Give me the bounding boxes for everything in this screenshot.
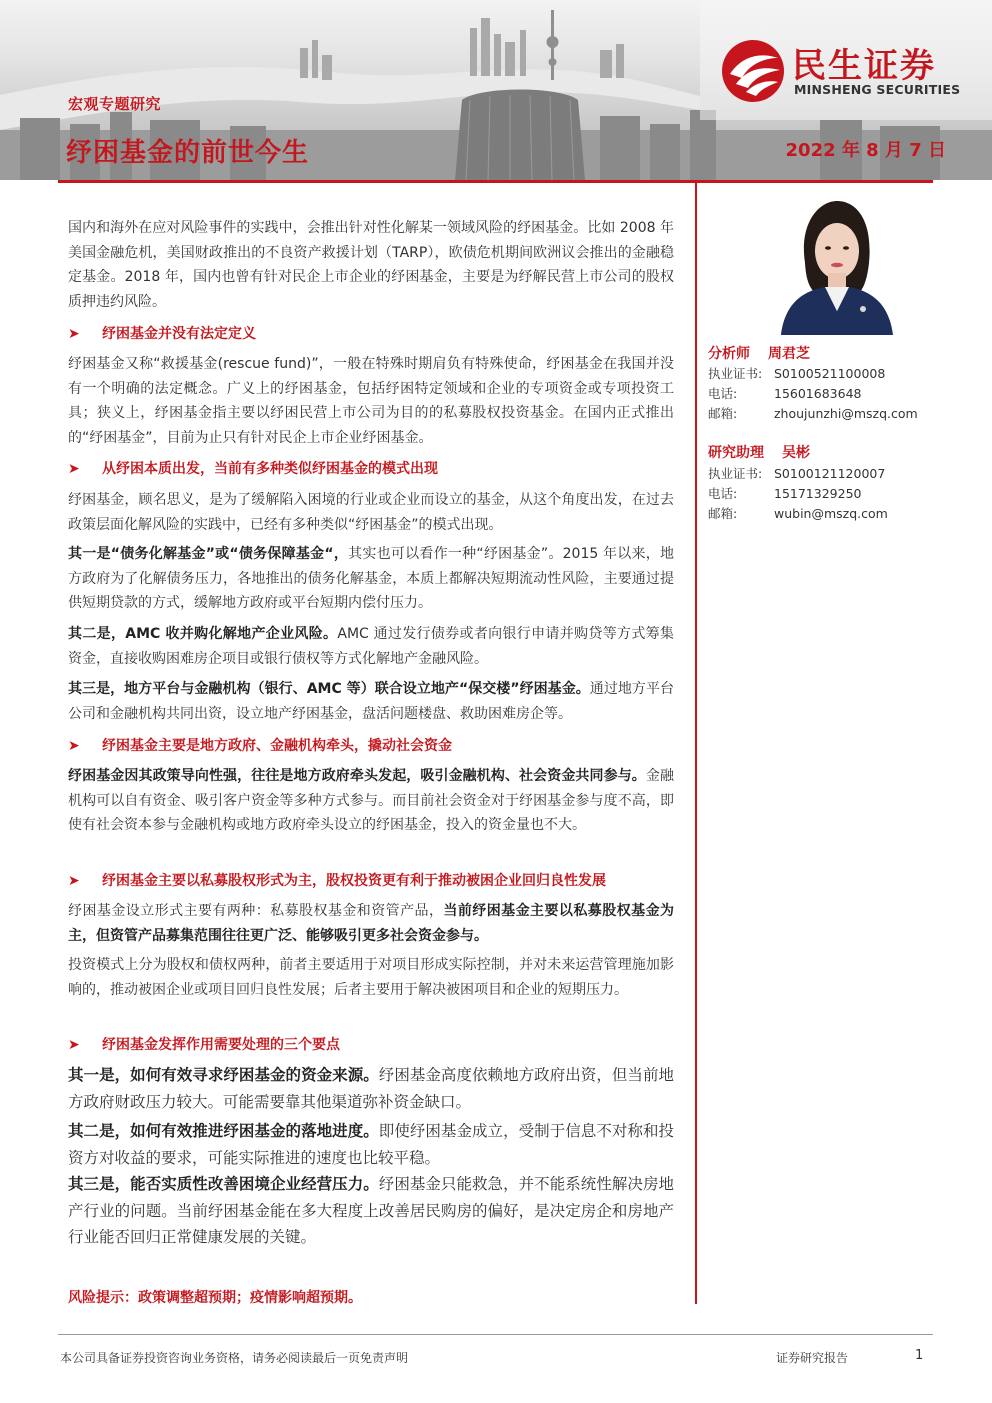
analyst-1-phone (708, 384, 861, 402)
email-value[interactable]: wubin@mszq.com (774, 506, 888, 521)
bold-lead: 其二是，如何有效推进纾困基金的落地进度。 (68, 1122, 379, 1140)
intro-paragraph: 国内和海外在应对风险事件的实践中，会推出针对性化解某一领域风险的纾困基金。比如 2008 年美国金融危机，美国财政推出的不良资产救援计划（TARP），欧债危机期间欧洲议会推出的金融稳定基金。2018 年，国内也曾有针对民企上市企业的纾困基金，主要是为纾解民营上市公司的股权质押违约风险。 (68, 220, 674, 310)
header-banner (0, 0, 992, 180)
cert-value: S0100521100008 (774, 366, 886, 381)
paragraph-text: 金融机构可以自有资金、吸引客户资金等多种方式参与。而目前社会资金对于纾困基金参与度不高，即使有社会资本参与金融机构或地方政府牵头设立的纾困基金，投入的资金量也不大。 (68, 768, 675, 833)
paragraph-text: 通过地方平台公司和金融机构共同出资，设立地产纾困基金，盘活问题楼盘、救助困难房企等。 (68, 681, 675, 722)
page-number: 1 (915, 1348, 924, 1363)
footer-disclaimer: 本公司具备证券投资咨询业务资格，请务必阅读最后一页免责声明 (60, 1351, 409, 1365)
report-date: 2022 年 8 月 7 日 (785, 140, 946, 161)
logo-chinese-text: 民生证券 (792, 46, 936, 86)
section-heading-text: 纾困基金主要是地方政府、金融机构牵头，撬动社会资金 (102, 738, 452, 754)
report-title: 纾困基金的前世今生 (66, 138, 310, 168)
section-2-paragraph-2 (68, 542, 674, 616)
section-arrow-icon: ➤ (68, 738, 80, 754)
section-3-paragraph (68, 764, 674, 838)
paragraph-text: 即使纾困基金成立，受制于信息不对称和投资方对收益的要求，可能实际推进的速度也比较平稳。 (68, 1122, 674, 1167)
footer-report-kind: 证券研究报告 (776, 1351, 849, 1365)
bold-lead: 其三是，能否实质性改善困境企业经营压力。 (68, 1175, 379, 1193)
section-heading-text: 纾困基金并没有法定定义 (102, 326, 256, 342)
section-heading-text: 从纾困本质出发，当前有多种类似纾困基金的模式出现 (102, 461, 438, 477)
analyst-1-cert (708, 364, 885, 382)
phone-label: 电话: (708, 486, 738, 501)
phone-value: 15171329250 (774, 486, 862, 501)
bold-lead: 其一是，如何有效寻求纾困基金的资金来源。 (68, 1066, 379, 1084)
risk-warning (68, 1287, 362, 1307)
phone-value: 15601683648 (774, 386, 862, 401)
email-label: 邮箱: (708, 506, 738, 521)
section-heading-text: 纾困基金主要以私募股权形式为主，股权投资更有利于推动被困企业回归良性发展 (102, 873, 606, 889)
bold-lead: 其二是，AMC 收并购化解地产企业风险。 (68, 626, 338, 642)
section-arrow-icon: ➤ (68, 461, 80, 477)
section-heading-5 (68, 1035, 678, 1055)
section-heading-2 (68, 459, 678, 479)
analyst-photo (775, 193, 897, 335)
minsheng-logo (720, 38, 970, 104)
analyst-name: 吴彬 (782, 445, 810, 461)
logo-english-text: MINSHENG SECURITIES (794, 82, 961, 97)
minsheng-logo-icon (720, 38, 788, 104)
sidebar-divider (695, 180, 697, 1304)
paragraph-text: AMC 通过发行债券或者向银行申请并购贷等方式筹集资金，直接收购困难房企项目或银行债权等方式化解地产金融风险。 (68, 626, 674, 667)
risk-label: 风险提示： (68, 1290, 138, 1306)
footer-divider (58, 1334, 933, 1335)
paragraph-text: 其实也可以看作一种“纾困基金”。2015 年以来，地方政府为了化解债务压力，各地推出的债务化解基金，本质上都解决短期流动性风险，主要通过提供短期贷款的方式，缓解地方政府或平台短期内偿付压力。 (68, 546, 674, 611)
cert-label: 执业证书: (708, 366, 763, 381)
email-label: 邮箱: (708, 406, 738, 421)
bold-statement: 当前纾困基金主要以私募股权基金为主，但资管产品募集范围往往更广泛、能够吸引更多社会资金参与。 (68, 903, 675, 944)
section-heading-text: 纾困基金发挥作用需要处理的三个要点 (102, 1037, 340, 1053)
bold-lead: 纾困基金因其政策导向性强，往往是地方政府牵头发起，吸引金融机构、社会资金共同参与。 (68, 768, 646, 784)
section-heading-4 (68, 871, 678, 891)
section-heading-1 (68, 324, 678, 344)
phone-label: 电话: (708, 386, 738, 401)
section-4-paragraph-1 (68, 899, 674, 948)
section-2-paragraph-1: 纾困基金，顾名思义，是为了缓解陷入困境的行业或企业而设立的基金，从这个角度出发，在过去政策层面化解风险的实践中，已经有多种类似“纾困基金”的模式出现。 (68, 492, 674, 533)
cert-value: S0100121120007 (774, 466, 886, 481)
section-arrow-icon: ➤ (68, 873, 80, 889)
analyst-2-phone (708, 484, 861, 502)
section-arrow-icon: ➤ (68, 326, 80, 342)
section-5-paragraph-1 (68, 1062, 674, 1115)
bold-lead: 其三是，地方平台与金融机构（银行、AMC 等）联合设立地产“保交楼”纾困基金。 (68, 681, 590, 697)
section-5-paragraph-3 (68, 1171, 674, 1251)
analyst-2-cert (708, 464, 885, 482)
section-heading-3 (68, 736, 678, 756)
section-arrow-icon: ➤ (68, 1037, 80, 1053)
section-1-paragraph: 纾困基金又称“救援基金(rescue fund)”，一般在特殊时期肩负有特殊使命，纾困基金在我国并没有一个明确的法定概念。广义上的纾困基金，包括纾困特定领域和企业的专项资金或专项投资工具；狭义上，纾困基金指主要以纾困民营上市公司为目的的私募股权投资基金。在国内正式推出的“纾困基金”，目前为止只有针对民企上市企业纾困基金。 (68, 356, 674, 446)
analyst-role: 分析师 (708, 346, 750, 362)
paragraph-text: 纾困基金高度依赖地方政府出资，但当前地方政府财政压力较大。可能需要靠其他渠道弥补资金缺口。 (68, 1066, 674, 1111)
section-2-paragraph-4 (68, 677, 674, 726)
analyst-1-heading (708, 343, 810, 363)
risk-text: 政策调整超预期；疫情影响超预期。 (138, 1290, 362, 1306)
section-5-paragraph-2 (68, 1118, 674, 1171)
section-2-paragraph-3 (68, 622, 674, 671)
paragraph-text: 纾困基金只能救急，并不能系统性解决房地产行业的问题。当前纾困基金能在多大程度上改善居民购房的偏好，是决定房企和房地产行业能否回归正常健康发展的关键。 (68, 1175, 674, 1246)
analyst-1-email (708, 404, 918, 422)
report-type: 宏观专题研究 (68, 95, 162, 113)
email-value[interactable]: zhoujunzhi@mszq.com (774, 406, 918, 421)
paragraph-text: 纾困基金设立形式主要有两种：私募股权基金和资管产品， (68, 903, 444, 919)
header-divider (58, 180, 933, 183)
analyst-2-heading (708, 442, 810, 462)
section-4-paragraph-2: 投资模式上分为股权和债权两种，前者主要适用于对项目形成实际控制，并对未来运营管理施加影响的，推动被困企业或项目回归良性发展；后者主要用于解决被困项目和企业的短期压力。 (68, 957, 674, 998)
analyst-role: 研究助理 (708, 445, 764, 461)
cert-label: 执业证书: (708, 466, 763, 481)
analyst-name: 周君芝 (768, 346, 810, 362)
analyst-2-email (708, 504, 888, 522)
bold-lead: 其一是“债务化解基金”或“债务保障基金“， (68, 546, 349, 562)
